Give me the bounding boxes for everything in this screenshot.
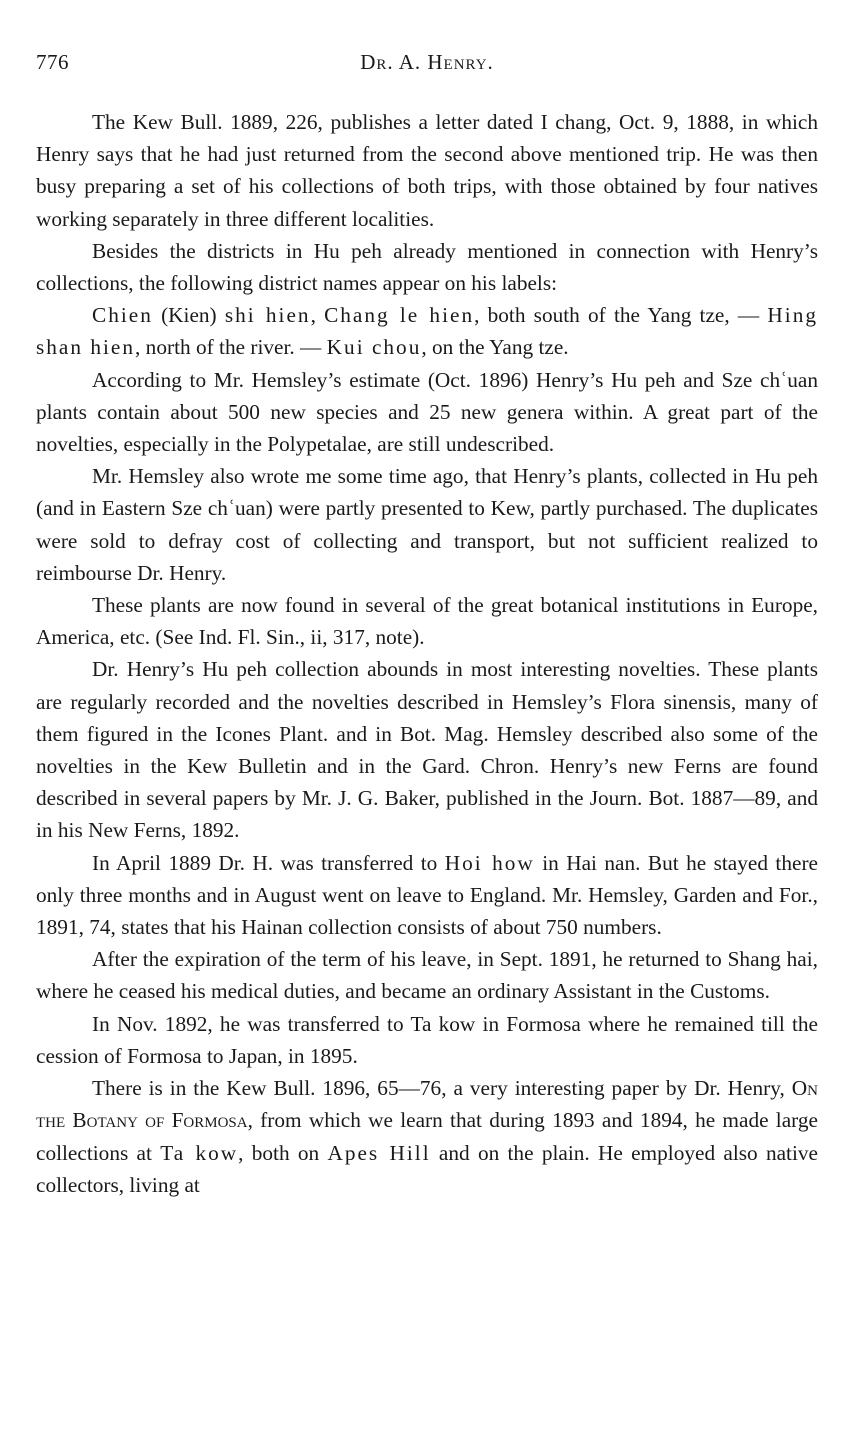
page-header xyxy=(36,50,818,82)
place-name: Chang le hien xyxy=(324,303,475,328)
text-run: , on the Yang tze. xyxy=(421,335,569,360)
paragraph-8 xyxy=(36,847,818,944)
text-run: , both south of the Yang tze, — xyxy=(474,303,768,328)
paragraph-6: These plants are now found in several of the great botanical institutions in Europe, America, etc. (See Ind. Fl. Sin., ii, 317, note). xyxy=(36,593,818,650)
place-name: Hing shan hien xyxy=(36,303,818,360)
paragraph-11 xyxy=(36,1072,818,1201)
paragraph-4: According to Mr. Hemsley’s estimate (Oct. 1896) Henry’s Hu peh and Sze chʿuan plants contain about 500 new species and 25 new genera within. A great part of the novelties, especially in the Polypetalae, are still undescribed. xyxy=(36,367,818,457)
page-number: 776 xyxy=(36,50,69,74)
paragraph-10: In Nov. 1892, he was transferred to Ta kow in Formosa where he remained till the cession of Formosa to Japan, in 1895. xyxy=(36,1011,818,1068)
paragraph-9: After the expiration of the term of his leave, in Sept. 1891, he returned to Shang hai, where he ceased his medical duties, and became an ordinary Assistant in the Customs. xyxy=(36,947,818,1004)
place-name: Kui chou xyxy=(326,335,422,360)
running-head: Dr. A. Henry. xyxy=(360,50,494,74)
place-name: shi hien xyxy=(224,303,311,328)
text-run: , both on xyxy=(238,1140,328,1165)
text-run: and on the plain. He employed also native collectors, living at xyxy=(36,1140,818,1197)
text-run: , xyxy=(310,303,325,328)
text-run: In April 1889 Dr. H. was transferred to xyxy=(92,850,445,875)
paragraph-5: Mr. Hemsley also wrote me some time ago, that Henry’s plants, collected in Hu peh (and in Eastern Sze chʿuan) were partly presented to Kew, partly purchased. The duplicates were sold to defray cost of collecting and transport, but not sufficient realized to reimbourse Dr. Henry. xyxy=(36,464,818,585)
place-name: Chien xyxy=(92,303,153,328)
place-name: Ta kow xyxy=(160,1140,239,1165)
paragraph-3 xyxy=(36,299,818,363)
text-run: There is in the Kew Bull. 1896, 65—76, a very interesting paper by Dr. Henry, xyxy=(92,1076,792,1101)
body-text xyxy=(36,106,818,1201)
paragraph-1: The Kew Bull. 1889, 226, publishes a letter dated I chang, Oct. 9, 1888, in which Henry says that he had just returned from the second above mentioned trip. He was then busy preparing a set of his collections of both trips, with those obtained by four natives working separately in three different localities. xyxy=(36,110,818,231)
text-run: (Kien) xyxy=(152,303,225,328)
paper-title: On the Botany of Formosa xyxy=(36,1076,818,1133)
text-run: in Hai nan. But he stayed there only three months and in August went on leave to England. Mr. Hemsley, Garden and For., 1891, 74, states that his Hainan collection consists of about 750 numbers. xyxy=(36,850,818,940)
paragraph-2: Besides the districts in Hu peh already mentioned in connection with Henry’s collections, the following district names appear on his labels: xyxy=(36,238,818,296)
place-name: Apes Hill xyxy=(327,1140,431,1165)
paragraph-7: Dr. Henry’s Hu peh collection abounds in most interesting novelties. These plants are regularly recorded and the novelties described in Hemsley’s Flora sinensis, many of them figured in the Icones Plant. and in Bot. Mag. Hemsley described also some of the novelties in the Kew Bulletin and in the Gard. Chron. Henry’s new Ferns are found described in several papers by Mr. J. G. Baker, published in the Journ. Bot. 1887—89, and in his New Ferns, 1892. xyxy=(36,657,818,843)
place-name: Hoi how xyxy=(444,850,535,875)
text-run: , from which we learn that during 1893 and 1894, he made large collections at xyxy=(36,1108,818,1165)
text-run: , north of the river. — xyxy=(135,335,327,360)
